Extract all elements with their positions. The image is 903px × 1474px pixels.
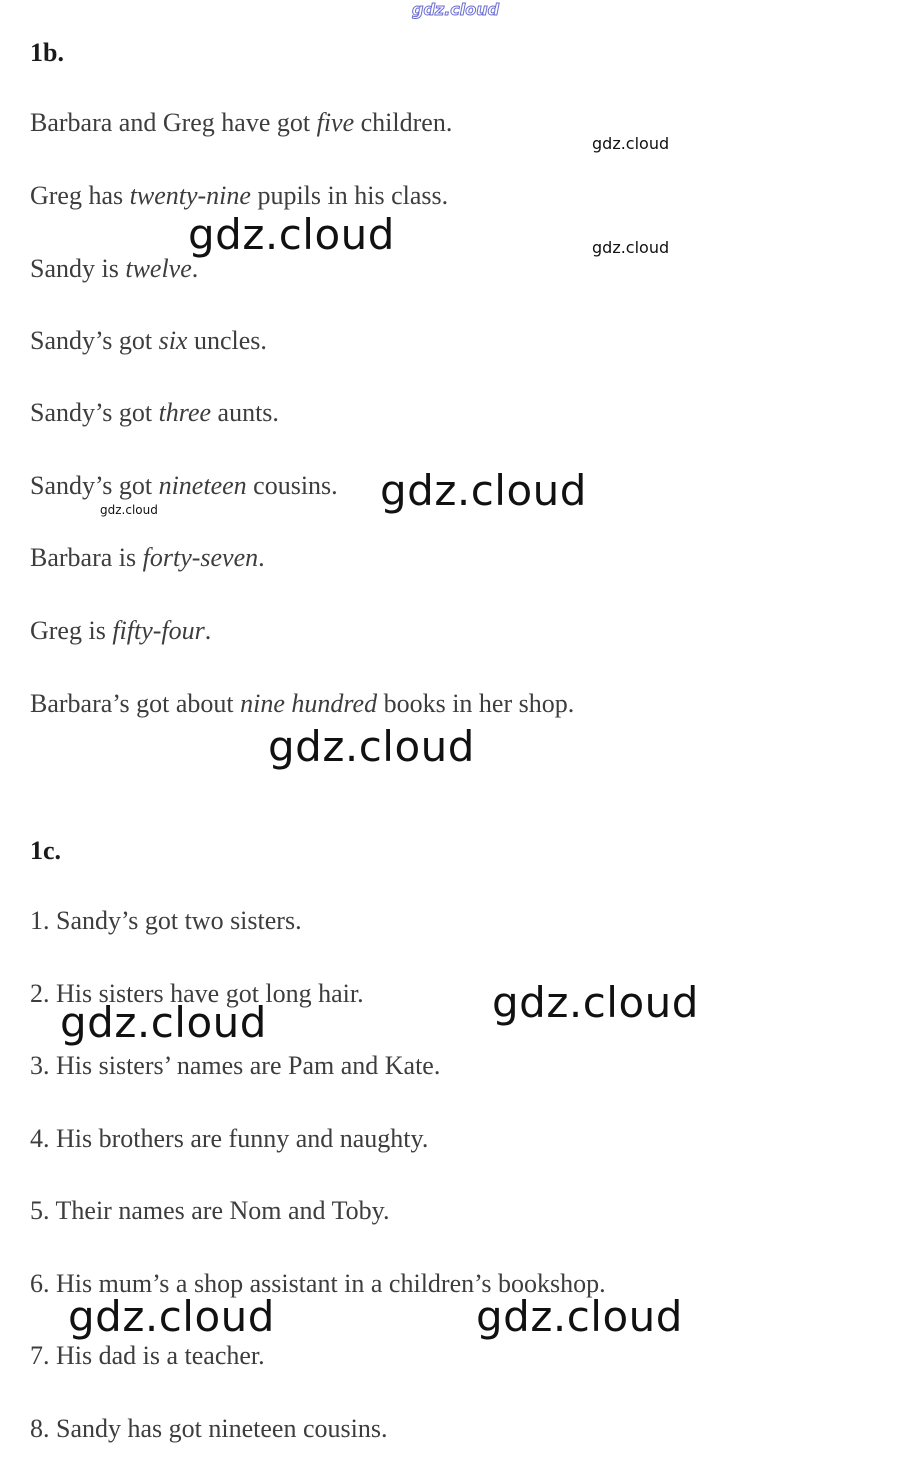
watermark: gdz.cloud [492,978,699,1027]
section-1c-heading: 1c. [30,836,62,865]
watermark: gdz.cloud [60,998,267,1047]
list-item: 7. His dad is a teacher. [30,1341,265,1370]
watermark: gdz.cloud [592,238,670,257]
list-item: 1. Sandy’s got two sisters. [30,906,302,935]
list-item: Greg has twenty-nine pupils in his class. [30,181,449,210]
list-item: 8. Sandy has got nineteen cousins. [30,1414,388,1443]
list-item: Sandy’s got three aunts. [30,398,279,427]
watermark: gdz.cloud [268,722,475,771]
list-item: Barbara and Greg have got five children. [30,108,453,137]
list-item: Barbara’s got about nine hundred books in her shop. [30,689,575,718]
watermark: gdz.cloud [380,466,587,515]
list-item: 5. Their names are Nom and Toby. [30,1196,390,1225]
watermark: gdz.cloud [592,134,670,153]
list-item: 3. His sisters’ names are Pam and Kate. [30,1051,441,1080]
watermark: gdz.cloud [68,1292,275,1341]
section-1b-heading: 1b. [30,38,64,67]
watermark-top: gdz.cloud [412,0,500,19]
watermark: gdz.cloud [188,210,395,259]
list-item: Sandy’s got six uncles. [30,326,267,355]
list-item: 6. His mum’s a shop assistant in a children’s bookshop. [30,1269,606,1298]
list-item: Barbara is forty-seven. [30,543,265,572]
list-item: 2. His sisters have got long hair. [30,979,364,1008]
list-item: Sandy is twelve. [30,254,199,283]
list-item: 4. His brothers are funny and naughty. [30,1124,429,1153]
list-item: Greg is fifty-four. [30,616,212,645]
list-item: Sandy’s got nineteen cousins. [30,471,338,500]
watermark: gdz.cloud [476,1292,683,1341]
watermark: gdz.cloud [100,503,158,517]
